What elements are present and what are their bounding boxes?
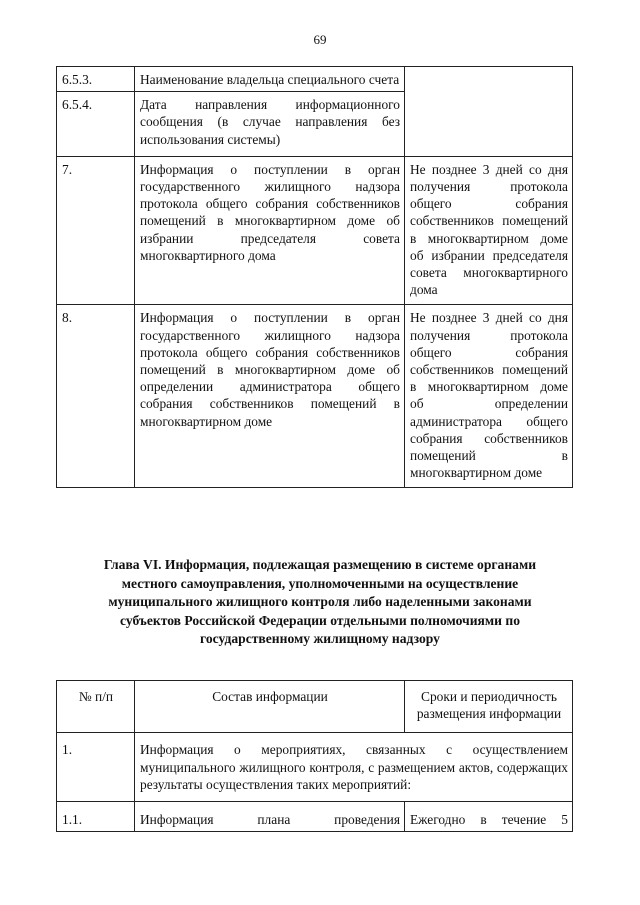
chapter-title: Глава VI. Информация, подлежащая размещению в системе органами местного самоуправления, уполномоченными на осуществление муниципального жилищного контроля либо наделенными законами субъектов Российской Федерации отдельными полномочиями по государственному жилищному надзору — [103, 557, 537, 646]
information-table-continued — [56, 66, 573, 488]
row-number: 1. — [57, 733, 135, 802]
row-info: Информация о поступлении в орган государственного жилищного надзора протокола общего собрания собственников помещений в многоквартирном доме об избрании председателя совета многоквартирного дома — [135, 156, 405, 305]
row-number: 1.1. — [57, 802, 135, 832]
row-deadline — [405, 67, 573, 157]
row-info: Дата направления информационного сообщения (в случае направления без использования системы) — [135, 92, 405, 157]
row-info: Информация о мероприятиях, связанных с осуществлением муниципального жилищного контроля, с размещением актов, содержащих результаты осуществления таких мероприятий: — [135, 733, 573, 802]
table-header-row — [57, 681, 573, 733]
row-info: Наименование владельца специального счета — [135, 67, 405, 92]
information-table-chapter-6 — [56, 680, 573, 832]
table-row — [57, 156, 573, 305]
row-info: Информация о поступлении в орган государственного жилищного надзора протокола общего собрания собственников помещений в многоквартирном доме об определении администратора общего собрания собственников помещений в многоквартирном доме — [135, 305, 405, 488]
row-deadline: Ежегодно в течение 5 — [405, 802, 573, 832]
row-number: 8. — [57, 305, 135, 488]
table-row — [57, 733, 573, 802]
row-number: 6.5.3. — [57, 67, 135, 92]
row-deadline: Не позднее 3 дней со дня получения протокола общего собрания собственников помещений в многоквартирном доме об избрании председателя совета многоквартирного дома — [405, 156, 573, 305]
table-row — [57, 802, 573, 832]
header-number: № п/п — [57, 681, 135, 733]
header-info: Состав информации — [135, 681, 405, 733]
table-row — [57, 67, 573, 92]
row-deadline: Не позднее 3 дней со дня получения протокола общего собрания собственников помещений в многоквартирном доме об определении администратора общего собрания собственников помещений в многоквартирном доме — [405, 305, 573, 488]
table-row — [57, 305, 573, 488]
row-number: 6.5.4. — [57, 92, 135, 157]
header-deadline: Сроки и периодичность размещения информации — [405, 681, 573, 733]
row-number: 7. — [57, 156, 135, 305]
page-number: 69 — [313, 32, 327, 47]
row-info: Информация плана проведения — [135, 802, 405, 832]
